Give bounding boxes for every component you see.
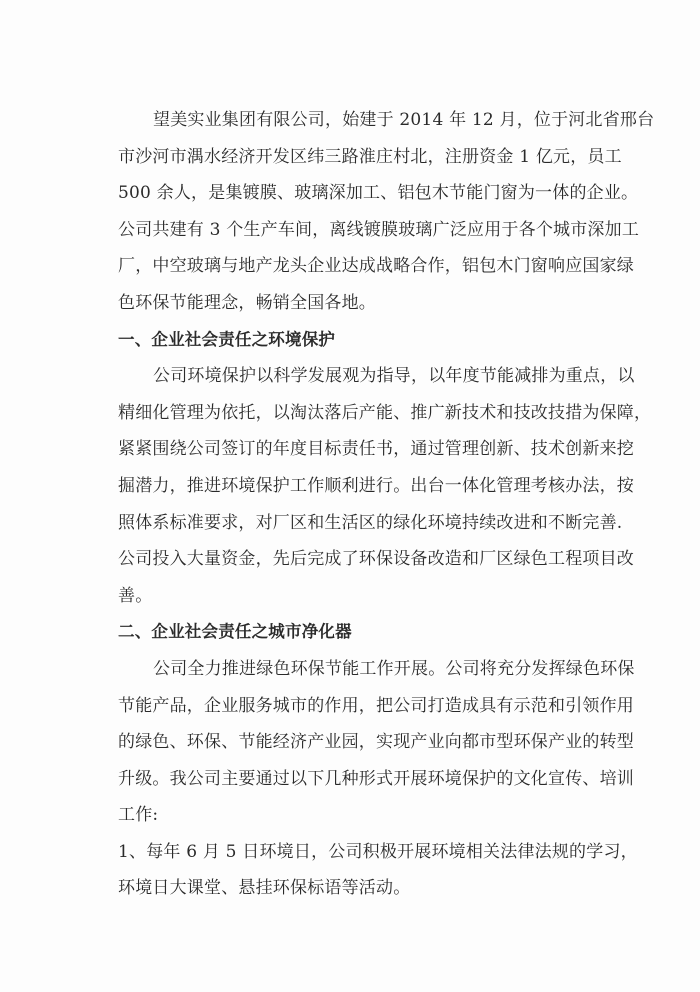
section1-paragraph <box>118 358 652 614</box>
text-line: 公司全力推进绿色环保节能工作开展。公司将充分发挥绿色环保 <box>153 658 635 679</box>
text-line: 掘潜力，推进环境保护工作顺利进行。出台一体化管理考核办法，按 <box>118 475 634 496</box>
text-line: 市沙河市湡水经济开发区纬三路淮庄村北，注册资金 1 亿元，员工 <box>118 146 622 167</box>
document-body <box>118 102 655 907</box>
text-line: 公司环境保护以科学发展观为指导，以年度节能减排为重点，以 <box>153 366 635 387</box>
intro-paragraph <box>118 102 655 322</box>
text-line: 公司共建有 3 个生产车间，离线镀膜玻璃广泛应用于各个城市深加工 <box>118 219 640 240</box>
text-line: 精细化管理为依托，以淘汰落后产能、推广新技术和技改技措为保障， <box>118 402 652 423</box>
list-item: 1、每年 6 月 5 日环境日，公司积极开展环境相关法律法规的学习， <box>118 841 638 862</box>
text-line: 500 余人，是集镀膜、玻璃深加工、铝包木节能门窗为一体的企业。 <box>118 183 639 204</box>
text-line: 善。 <box>118 585 153 606</box>
text-line: 工作: <box>118 805 159 826</box>
text-line: 色环保节能理念，畅销全国各地。 <box>118 292 376 313</box>
text-line: 望美实业集团有限公司，始建于 2014 年 12 月，位于河北省邢台 <box>153 110 655 130</box>
section2-paragraph <box>118 651 638 907</box>
section-heading-environmental-protection: 一、企业社会责任之环境保护 <box>118 329 336 349</box>
text-line: 环境日大课堂、悬挂环保标语等活动。 <box>118 878 411 899</box>
text-line: 紧紧围绕公司签订的年度目标责任书，通过管理创新、技术创新来挖 <box>118 439 634 460</box>
text-line: 的绿色、环保、节能经济产业园，实现产业向都市型环保产业的转型 <box>118 732 634 753</box>
text-line: 节能产品，企业服务城市的作用，把公司打造成具有示范和引领作用 <box>118 695 634 716</box>
text-line: 照体系标准要求，对厂区和生活区的绿化环境持续改进和不断完善. <box>118 512 623 533</box>
section-heading-city-purifier: 二、企业社会责任之城市净化器 <box>118 622 352 642</box>
text-line: 公司投入大量资金，先后完成了环保设备改造和厂区绿色工程项目改 <box>118 549 634 570</box>
text-line: 厂，中空玻璃与地产龙头企业达成战略合作，铝包木门窗响应国家绿 <box>118 256 634 277</box>
text-line: 升级。我公司主要通过以下几种形式开展环境保护的文化宣传、培训 <box>118 768 634 789</box>
